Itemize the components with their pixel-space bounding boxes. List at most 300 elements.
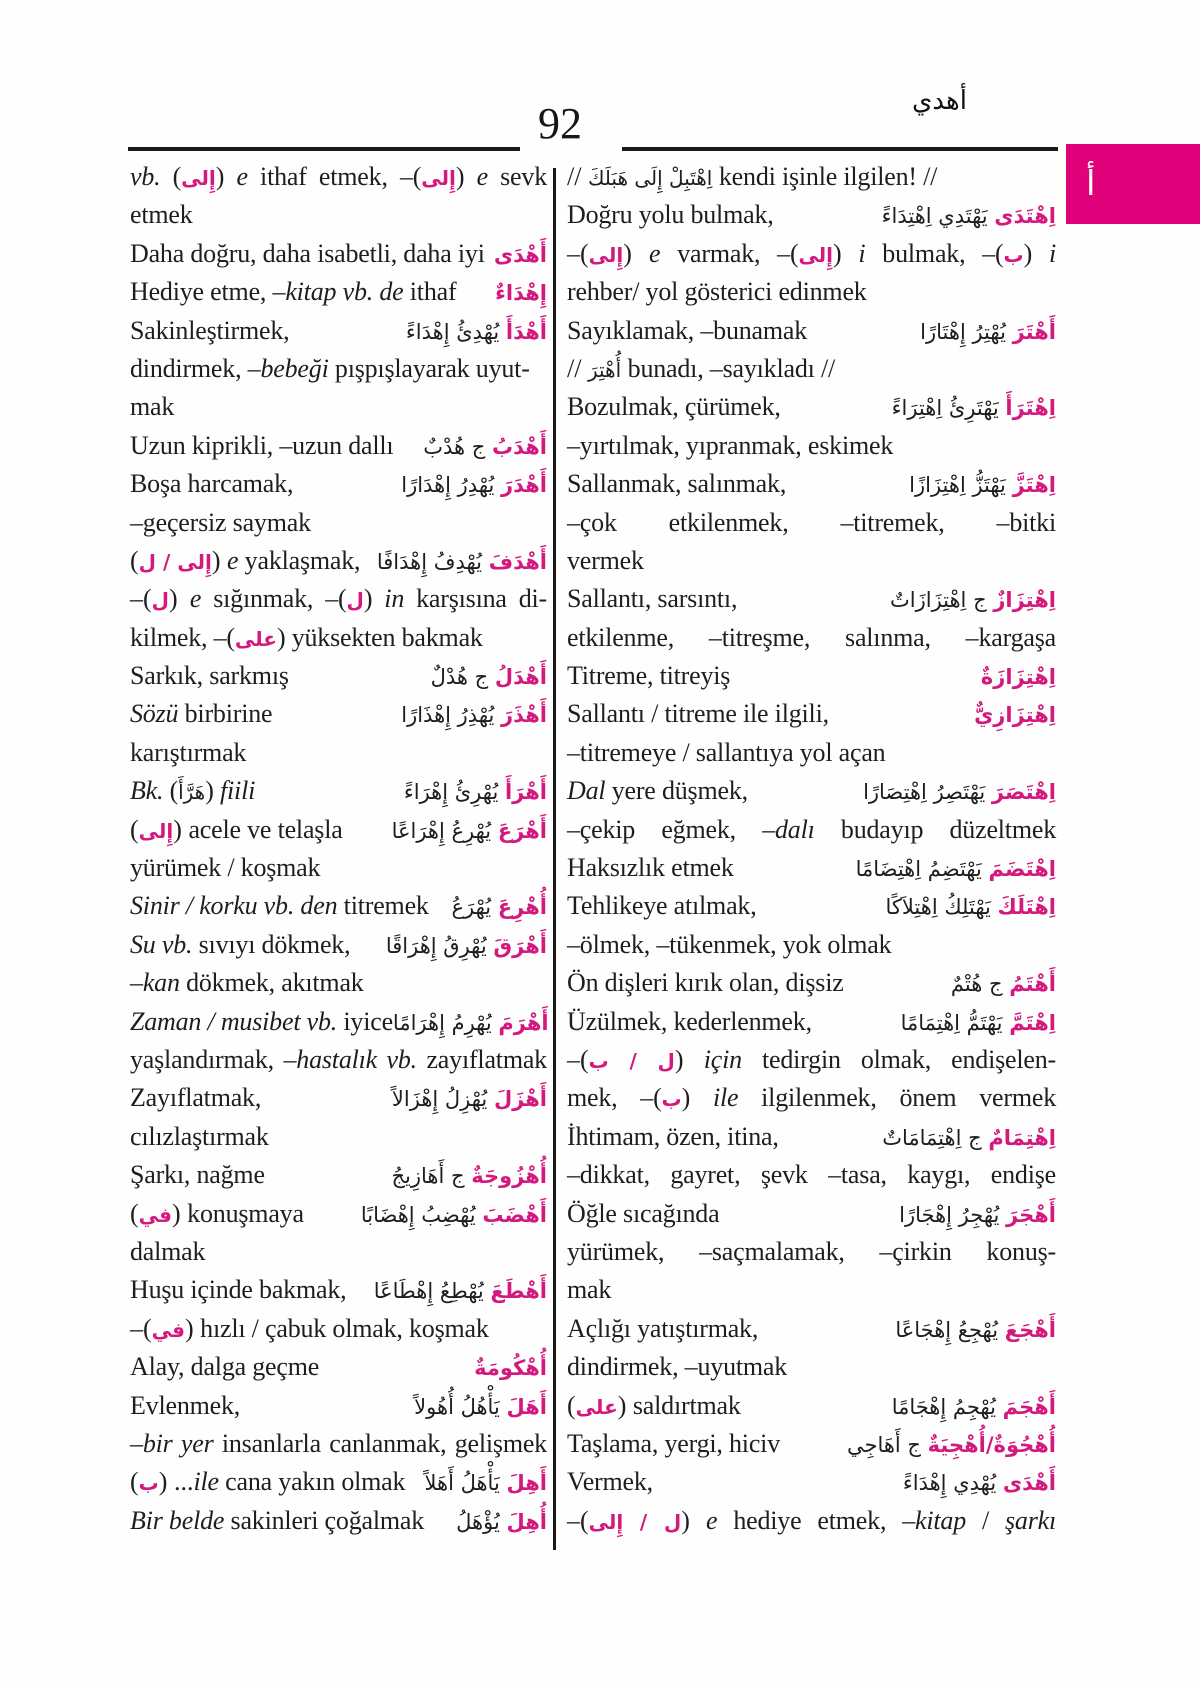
turkish-text: Hediye etme, – (130, 277, 286, 307)
entry-gloss (567, 1160, 1056, 1189)
arabic-headword (892, 389, 1056, 427)
turkish-text: Bir belde (130, 1505, 225, 1535)
arabic-headword (404, 773, 547, 811)
turkish-text: يُهْتِرُ إِهْتَارًا (920, 319, 1013, 344)
turkish-text: budayıp düzeltmek (814, 814, 1056, 844)
turkish-text: ) (169, 584, 190, 614)
entry-line (130, 887, 547, 925)
arabic-text: إِلى (138, 818, 174, 843)
arabic-text: أُهْتِرَ (587, 357, 622, 382)
entry-gloss (130, 926, 350, 964)
entry-line (567, 926, 1056, 964)
entry-gloss (130, 968, 364, 997)
left-column (130, 158, 547, 1540)
entry-gloss (130, 657, 289, 695)
turkish-text: sıvıyı dökmek, (192, 929, 351, 959)
turkish-text: اِهْتَضَمَ (988, 857, 1056, 882)
entry-line (567, 887, 1056, 925)
entry-line (567, 312, 1056, 350)
entry-gloss (567, 239, 1056, 268)
turkish-text: ( (130, 814, 139, 844)
turkish-text: أَهْجَرَ (1006, 1202, 1056, 1227)
arabic-text: هَرَّأَ (178, 780, 206, 805)
turkish-text: Zaman / musibet vb. (130, 1006, 338, 1036)
entry-gloss (130, 1156, 265, 1194)
arabic-headword (377, 543, 547, 581)
turkish-text: يُهْرِعُ إِهْرَاعًا (391, 818, 498, 843)
entry-line (130, 196, 547, 234)
turkish-text: e (189, 584, 202, 614)
entry-line (130, 427, 547, 465)
arabic-text: إِلى (798, 242, 834, 267)
turkish-text: يُؤْهَلُ (456, 1509, 507, 1534)
turkish-text: ( (130, 545, 139, 575)
turkish-text: أُهْجُوَةٌ/أُهْجِيَةٌ (927, 1432, 1056, 1457)
turkish-text: أَهْرَأَ (504, 780, 547, 805)
turkish-text: يَهْتَرِئُ اِهْتِرَاءً (891, 396, 1006, 421)
arabic-headword (974, 696, 1056, 734)
turkish-text: zayıflatmak (416, 1044, 547, 1074)
entry-gloss (130, 465, 293, 503)
entry-line (567, 1118, 1056, 1156)
entry-gloss (130, 427, 393, 465)
turkish-text: yere düşmek, (605, 776, 748, 806)
turkish-text: ) (1023, 238, 1049, 268)
turkish-text: // (567, 162, 588, 191)
turkish-text: يَهْتَضِمُ اِهْتِضَامًا (855, 857, 989, 882)
entry-line (130, 465, 547, 503)
header-rule-left (128, 147, 520, 151)
turkish-text: اِهْتَصَرَ (991, 780, 1056, 805)
arabic-headword (386, 927, 547, 965)
turkish-text: Sözü (130, 699, 179, 729)
turkish-text: mak (130, 392, 175, 422)
entry-gloss (567, 1506, 1056, 1535)
turkish-text: ) ... (158, 1467, 194, 1497)
arabic-headword (920, 313, 1056, 351)
turkish-text: bebeği (260, 353, 329, 383)
entry-gloss (567, 1387, 741, 1426)
turkish-text: için (703, 1044, 742, 1074)
arabic-text: على (234, 626, 277, 651)
arabic-headword (423, 428, 547, 466)
entry-line (567, 695, 1056, 733)
arabic-text: في (151, 1317, 186, 1342)
turkish-text: dalmak (130, 1236, 206, 1266)
turkish-text: يَأْهُلُ أُهُولاً (414, 1394, 507, 1419)
entry-line (567, 1387, 1056, 1425)
turkish-text: dökmek, akıtmak (179, 968, 364, 998)
tab-letter: أ (1086, 164, 1096, 204)
entry-line (567, 1348, 1056, 1386)
arabic-headword (401, 696, 547, 734)
entry-gloss (567, 465, 786, 503)
entry-gloss (130, 273, 456, 311)
turkish-text: hastalık vb. (296, 1044, 417, 1074)
entry-gloss (130, 1079, 261, 1117)
turkish-text: karıştırmak (130, 737, 247, 767)
entry-line (567, 158, 1056, 196)
turkish-text: – (130, 968, 143, 998)
entry-gloss (130, 392, 174, 421)
turkish-text: اِهْتِمَامٌ (988, 1125, 1056, 1150)
entry-line (130, 273, 547, 311)
turkish-text: –( (130, 584, 152, 614)
entry-line (130, 504, 547, 542)
arabic-headword (882, 197, 1056, 235)
turkish-text: kitap (915, 1505, 967, 1535)
turkish-text: أَهْذَرَ (501, 703, 547, 728)
turkish-text: titremek (337, 891, 429, 921)
arabic-headword (892, 1388, 1056, 1426)
turkish-text: karşısına di- (404, 584, 547, 614)
entry-gloss (567, 1118, 779, 1156)
turkish-text: ( (160, 162, 182, 191)
entry-line (130, 811, 547, 849)
turkish-text: varmak, –( (660, 238, 799, 268)
turkish-text: ( (130, 1198, 139, 1228)
entry-line (567, 1079, 1056, 1117)
turkish-text: –( (567, 1505, 589, 1535)
turkish-text: etmek (130, 200, 193, 230)
entry-line (130, 1463, 547, 1501)
arabic-text: في (138, 1202, 173, 1227)
turkish-text: kitap vb. de (285, 277, 404, 307)
turkish-text: ) (363, 584, 385, 614)
entry-line (567, 504, 1056, 542)
entry-gloss (130, 354, 530, 383)
turkish-text: أَهْضَبَ (482, 1202, 547, 1227)
entry-line (567, 964, 1056, 1002)
entry-line (567, 273, 1056, 311)
turkish-text: İhtimam, özen, itina, (567, 1121, 779, 1151)
turkish-text: ) (455, 162, 477, 191)
turkish-text: يَأْهَلُ أَهَلاً (424, 1471, 507, 1496)
entry-gloss (130, 312, 289, 350)
arabic-headword (392, 812, 547, 850)
entry-line (567, 1156, 1056, 1194)
turkish-text: –geçersiz saymak (130, 507, 311, 537)
turkish-text: أَهْطَعَ (490, 1279, 547, 1304)
turkish-text: اِهْتَزَّ (1012, 473, 1056, 498)
turkish-text: أَهْدَى (493, 242, 547, 267)
turkish-text: أَهْجَمَ (1002, 1394, 1056, 1419)
arabic-headword (495, 274, 547, 312)
turkish-text: ج اِهْتِمَامَاتٌ (882, 1125, 989, 1150)
turkish-text: يُهْطِعُ إِهْطَاعًا (373, 1279, 491, 1304)
turkish-text: أَهْدَأَ (505, 319, 547, 344)
turkish-text: Bozulmak, çürümek, (567, 392, 781, 422)
turkish-text: pışpışlayarak uyut- (328, 353, 530, 383)
entry-gloss (567, 431, 893, 460)
arabic-text: إِلى (588, 242, 624, 267)
entry-line (130, 388, 547, 426)
arabic-headword (431, 658, 547, 696)
turkish-text: Alay, dalga geçme (130, 1352, 320, 1382)
entry-line (130, 1041, 547, 1079)
turkish-text: –( (130, 1313, 152, 1343)
arabic-text: ل (346, 588, 364, 613)
arabic-headword (392, 1080, 547, 1118)
turkish-text: ilgilenmek, önem vermek (738, 1083, 1056, 1113)
turkish-text: ( (130, 1467, 139, 1497)
entry-line (130, 312, 547, 350)
entry-gloss (567, 1045, 1056, 1074)
turkish-text: yaşlandırmak, – (130, 1044, 297, 1074)
arabic-headword (391, 1157, 547, 1195)
entry-gloss (567, 1463, 653, 1501)
entry-line (567, 1003, 1056, 1041)
turkish-text: ج اِهْتِزَازَاتٌ (889, 588, 994, 613)
turkish-text: ) saldırtmak (617, 1390, 741, 1420)
turkish-text: i (1048, 238, 1056, 268)
turkish-text: يُهْرِمُ إِهْرَامًا (392, 1010, 499, 1035)
entry-gloss (567, 1195, 719, 1233)
entry-line (567, 1425, 1056, 1463)
turkish-text: أَهَلَ (506, 1394, 547, 1419)
entry-gloss (130, 1429, 547, 1458)
turkish-text: ) hızlı / çabuk olmak, koşmak (185, 1313, 489, 1343)
turkish-text: –ölmek, –tükenmek, yok olmak (567, 929, 892, 959)
turkish-text: yaklaşmak, (238, 545, 361, 575)
entry-gloss (567, 964, 844, 1002)
entry-line (567, 734, 1056, 772)
turkish-text: يُهْرِئُ إِهْرَاءً (403, 780, 505, 805)
turkish-text: ) (681, 1083, 713, 1113)
turkish-text: – (130, 1428, 143, 1458)
entry-line (130, 964, 547, 1002)
turkish-text: Sarkık, sarkmış (130, 661, 289, 691)
turkish-text: e (706, 1505, 718, 1535)
turkish-text: يَهْتَلِكُ اِهْتِلاَكًا (885, 895, 998, 920)
turkish-text: hediye etmek, – (717, 1505, 916, 1535)
turkish-text: ( (567, 1390, 576, 1420)
entry-gloss (567, 388, 781, 426)
turkish-text: أَهِلَ (506, 1471, 547, 1496)
entry-gloss (130, 1045, 547, 1074)
turkish-text: يُهْرِقُ إِهْرَاقًا (385, 933, 494, 958)
arabic-text: إِلى / ل (138, 549, 212, 574)
entry-gloss (130, 162, 547, 191)
entry-gloss (567, 546, 644, 575)
turkish-text: يُهْجِمُ إِهْجَامًا (891, 1394, 1003, 1419)
turkish-text: ile (712, 1083, 739, 1113)
turkish-text: ج أَهَازِيجُ (391, 1164, 472, 1189)
turkish-text: Vermek, (567, 1467, 653, 1497)
turkish-text: vb. (130, 162, 161, 191)
column-divider (553, 168, 556, 1550)
turkish-text: bunadı, –sayıkladı // (621, 353, 836, 383)
arabic-headword (456, 1503, 547, 1541)
entry-line (130, 734, 547, 772)
entry-line (567, 580, 1056, 618)
entry-line (567, 619, 1056, 657)
turkish-text: şarkı (1004, 1505, 1056, 1535)
header-rule-right (622, 147, 1058, 151)
turkish-text: أَهْرَقَ (493, 933, 547, 958)
turkish-text: يَهْتَدِي اِهْتِدَاءً (881, 204, 995, 229)
turkish-text: e (649, 238, 661, 268)
entry-line (567, 465, 1056, 503)
arabic-headword (393, 1004, 549, 1042)
turkish-text: يُهْدِئُ إِهْدَاءً (405, 319, 506, 344)
turkish-text: أُهِلَ (506, 1509, 547, 1534)
arabic-headword (406, 313, 547, 351)
entry-line (567, 1463, 1056, 1501)
entry-gloss (567, 1275, 611, 1304)
turkish-text: –çekip eğmek, – (567, 814, 775, 844)
arabic-headword (909, 466, 1056, 504)
entry-gloss (567, 1425, 780, 1463)
arabic-text: على (575, 1394, 618, 1419)
turkish-text: يُهْجِرُ إِهْجَارًا (899, 1202, 1007, 1227)
turkish-text: أَهْرَعَ (497, 818, 547, 843)
entry-line (130, 1118, 547, 1156)
entry-line (567, 350, 1056, 388)
entry-gloss (130, 1195, 304, 1234)
entry-line (130, 1502, 547, 1540)
turkish-text: ) yüksekten bakmak (276, 622, 483, 652)
turkish-text: أَهْدَبُ (492, 434, 547, 459)
arabic-headword (856, 850, 1056, 888)
turkish-text: ج هُدْلٌ (430, 665, 495, 690)
entry-line (567, 542, 1056, 580)
entry-gloss (567, 354, 835, 383)
turkish-text: أَهْدَرَ (501, 473, 547, 498)
turkish-text: Doğru yolu bulmak, (567, 200, 774, 230)
turkish-text: اِهْتِزَازَةٌ (980, 665, 1056, 690)
entry-gloss (130, 1314, 489, 1343)
arabic-headword (901, 1004, 1056, 1042)
entry-line (567, 849, 1056, 887)
turkish-text: i (858, 238, 866, 268)
entry-gloss (567, 1310, 758, 1348)
letter-thumb-tab (1066, 144, 1200, 224)
turkish-text: أَهْزَلَ (493, 1087, 547, 1112)
entry-line (567, 1195, 1056, 1233)
entry-gloss (567, 508, 1056, 537)
turkish-text: يُهْدِفُ إِهْدَافًا (376, 549, 489, 574)
turkish-text: ) (211, 545, 228, 575)
turkish-text: / (966, 1505, 1005, 1535)
turkish-text: أَهْدَى (1002, 1471, 1056, 1496)
entry-line (130, 1425, 547, 1463)
entry-gloss (130, 887, 429, 925)
entry-gloss (130, 1502, 424, 1540)
turkish-text: ج هُدْبٌ (423, 434, 492, 459)
turkish-text: Su vb. (130, 929, 193, 959)
entry-gloss (130, 235, 485, 273)
entry-line (130, 1233, 547, 1271)
turkish-text: Evlenmek, (130, 1390, 241, 1420)
turkish-text: Sakinleştirmek, (130, 315, 290, 345)
turkish-text: يُهْدِرُ إِهْدَارًا (401, 473, 502, 498)
entry-gloss (567, 623, 1056, 652)
turkish-text: يُهْزِلُ إِهْزَالاً (391, 1087, 494, 1112)
entry-line (130, 695, 547, 733)
entry-line (130, 158, 547, 196)
turkish-text: mek, –( (567, 1083, 662, 1113)
turkish-text: Uzun kiprikli, –uzun dallı (130, 430, 394, 460)
turkish-text: vermek (567, 545, 644, 575)
turkish-text: bulmak, –( (865, 238, 1004, 268)
entry-gloss (130, 1237, 205, 1266)
turkish-text: أَهْرَمَ (498, 1010, 549, 1035)
page-number: 92 (538, 99, 582, 148)
arabic-headword (863, 773, 1056, 811)
turkish-text: إِهْدَاءٌ (495, 281, 547, 306)
arabic-text: إِلى (421, 166, 456, 190)
entry-gloss (567, 1237, 1056, 1266)
arabic-text: ل / إِلى (588, 1509, 682, 1534)
arabic-headword (903, 1464, 1056, 1502)
arabic-headword (452, 888, 548, 926)
turkish-text: Öğle sıcağında (567, 1198, 720, 1228)
entry-line (130, 350, 547, 388)
arabic-headword (424, 1464, 547, 1502)
entry-line (130, 1271, 547, 1309)
turkish-text: bir yer (142, 1428, 214, 1458)
turkish-text: يَهْتَمُّ اِهْتِمَامًا (900, 1010, 1010, 1035)
entry-line (567, 657, 1056, 695)
turkish-text: in (384, 584, 405, 614)
turkish-text: yürümek, –saçmalamak, –çirkin konuş- (567, 1236, 1056, 1266)
arabic-headword (951, 965, 1056, 1003)
turkish-text: –dikkat, gayret, şevk –tasa, kaygı, endişe (567, 1160, 1056, 1190)
entry-gloss (130, 853, 320, 882)
turkish-text: اِهْتَدَى (994, 204, 1056, 229)
turkish-text: Şarkı, nağme (130, 1160, 265, 1190)
entry-line (567, 1502, 1056, 1540)
turkish-text: يُهْذِرُ إِهْذَارًا (401, 703, 502, 728)
turkish-text: mak (567, 1275, 612, 1305)
entry-line (130, 1156, 547, 1194)
entry-gloss (130, 508, 311, 537)
turkish-text: Bk. (130, 776, 164, 806)
turkish-text: birbirine (178, 699, 273, 729)
turkish-text: Açlığı yatıştırmak, (567, 1313, 759, 1343)
turkish-text: etkilenme, –titreşme, salınma, –kargaşa (567, 622, 1056, 652)
entry-gloss (130, 738, 246, 767)
turkish-text: Boşa harcamak, (130, 469, 294, 499)
entry-gloss (567, 815, 1056, 844)
turkish-text: e (236, 162, 248, 191)
turkish-text: أُهْزُوجَةٌ (471, 1164, 547, 1189)
arabic-text: ل / ب (588, 1048, 675, 1073)
entry-line (567, 196, 1056, 234)
entry-gloss (130, 200, 193, 229)
entry-line (130, 1003, 547, 1041)
turkish-text: Daha doğru, daha isabetli, daha iyi (130, 238, 485, 268)
turkish-text: –titremeye / sallantıya yol açan (567, 737, 886, 767)
entry-line (567, 235, 1056, 273)
turkish-text: cana yakın olmak (218, 1467, 406, 1497)
entry-gloss (130, 811, 343, 850)
arabic-headword (474, 1349, 547, 1387)
arabic-headword (414, 1388, 547, 1426)
entry-line (567, 1310, 1056, 1348)
turkish-text: يُهْضِبُ إِهْضَابًا (360, 1202, 483, 1227)
turkish-text: Sallanmak, salınmak, (567, 469, 787, 499)
entry-line (130, 1195, 547, 1233)
entry-gloss (130, 584, 547, 613)
turkish-text: Haksızlık etmek (567, 853, 734, 883)
turkish-text: dalı (775, 814, 815, 844)
entry-gloss (130, 1387, 240, 1425)
entry-line (130, 772, 547, 810)
entry-gloss (130, 1463, 405, 1502)
turkish-text: ) (674, 1044, 704, 1074)
